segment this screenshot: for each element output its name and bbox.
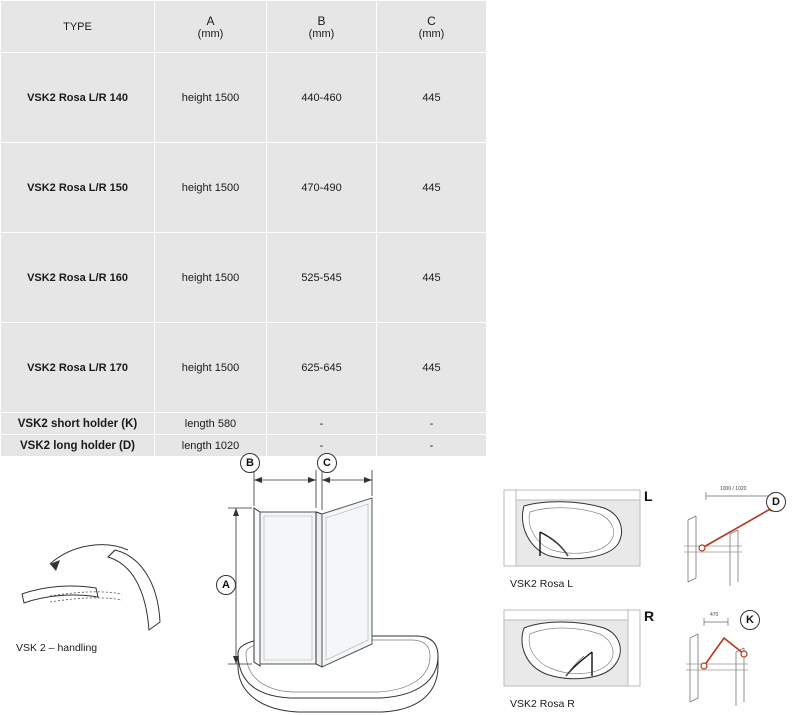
cell-b: 470-490: [267, 143, 377, 233]
cell-model: VSK2 Rosa L/R 150: [1, 143, 155, 233]
rosa-l-drawing: [500, 486, 650, 574]
cell-model: VSK2 Rosa L/R 160: [1, 233, 155, 323]
column-header-a-unit: (mm): [197, 27, 224, 40]
holder-k-drawing: [680, 608, 790, 708]
column-header-a-label: A: [206, 13, 215, 28]
cell-model: VSK2 long holder (D): [1, 435, 155, 457]
main-assembly-drawing: [210, 448, 470, 715]
cell-a: length 580: [155, 413, 267, 435]
cell-c: 445: [377, 323, 487, 413]
cell-b: -: [267, 435, 377, 457]
table-row: [1, 143, 487, 233]
table-header: [1, 1, 487, 53]
figure-rosa-l: [500, 486, 660, 590]
cell-a: height 1500: [155, 143, 267, 233]
dimension-badge-b: B: [240, 453, 260, 473]
column-header-b-label: B: [317, 13, 326, 28]
handling-drawing: [10, 538, 210, 638]
rosa-l-caption: VSK2 Rosa L: [510, 578, 574, 590]
cell-c: -: [377, 435, 487, 457]
cell-b: 440-460: [267, 53, 377, 143]
cell-model: VSK2 Rosa L/R 170: [1, 323, 155, 413]
figures-area: [0, 448, 800, 715]
table-row: [1, 413, 487, 435]
cell-a: height 1500: [155, 233, 267, 323]
dimension-badge-a: A: [216, 575, 236, 595]
cell-a: length 1020: [155, 435, 267, 457]
column-header-b: [267, 1, 377, 53]
figure-holder-k: [680, 608, 795, 713]
rosa-r-drawing: [500, 606, 650, 694]
cell-b: 525-545: [267, 233, 377, 323]
specification-table: [0, 0, 487, 457]
table-row: [1, 233, 487, 323]
holder-k-dimension: 470: [710, 612, 719, 618]
rosa-r-letter: R: [644, 608, 655, 624]
figure-rosa-r: [500, 606, 660, 710]
column-header-c-label: C: [427, 13, 436, 28]
table-body: [1, 53, 487, 457]
column-header-c: [377, 1, 487, 53]
holder-k-badge: K: [740, 610, 760, 630]
cell-c: 445: [377, 143, 487, 233]
cell-b: 625-645: [267, 323, 377, 413]
cell-model: VSK2 short holder (K): [1, 413, 155, 435]
rosa-r-caption: VSK2 Rosa R: [510, 698, 575, 710]
holder-d-dimension: 1000 / 1020: [720, 486, 747, 492]
figure-main-assembly: [210, 448, 470, 715]
table-row: [1, 53, 487, 143]
column-header-a: [155, 1, 267, 53]
table-row: [1, 323, 487, 413]
column-header-b-unit: (mm): [308, 27, 335, 40]
cell-c: 445: [377, 53, 487, 143]
figure-holder-d: [680, 486, 795, 591]
table-header-row: [1, 1, 487, 53]
cell-b: -: [267, 413, 377, 435]
cell-a: height 1500: [155, 323, 267, 413]
rosa-l-letter: L: [644, 488, 653, 504]
handling-caption: VSK 2 – handling: [16, 642, 98, 654]
cell-a: height 1500: [155, 53, 267, 143]
figure-handling: [10, 538, 210, 658]
column-header-type: TYPE: [1, 1, 155, 53]
cell-model: VSK2 Rosa L/R 140: [1, 53, 155, 143]
column-header-c-unit: (mm): [418, 27, 445, 40]
cell-c: 445: [377, 233, 487, 323]
dimension-badge-c: C: [317, 453, 337, 473]
holder-d-badge: D: [766, 492, 786, 512]
cell-c: -: [377, 413, 487, 435]
